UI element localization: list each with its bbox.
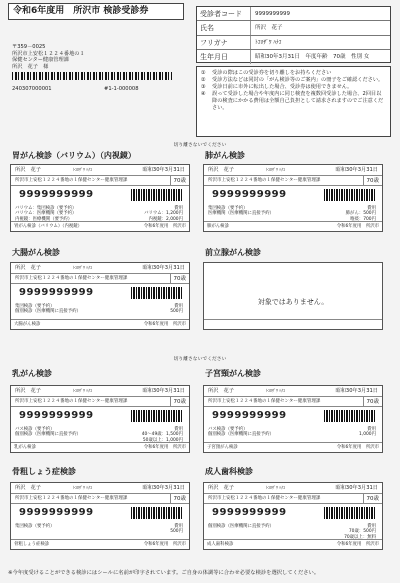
- section-title-dental: 成人歯科検診: [205, 467, 253, 476]
- section-title-stomach: 胃がん検診（バリウム）（内視鏡）: [12, 151, 136, 160]
- note-item: ④ 誤って受診した場合や年度内に同じ検査を複数回受診した場合、2回目以降の検査にかかる費用は全額自己負担として請求されますのでご注意ください。: [201, 90, 384, 111]
- barcode: [131, 287, 183, 299]
- ticket-title: 令和6年度用 所沢市 検診受診券: [8, 3, 184, 20]
- ticket-card-lung: 所沢 花子 ﾄｺﾛｻﾞﾜ ﾊﾅｺ 昭和30年3月31日 所沢市上安松１２２４番地の１保健センター健康管理課 70歳 9999999999 集団検診（要予約） 医療機関（医療機関に直接予約） 費用 肺がん：500円 喀痰：700円 肺がん検診 令和6年度用 所沢市: [203, 164, 383, 232]
- barcode: [324, 410, 376, 422]
- section-title-prostate: 前立腺がん検診: [205, 248, 261, 257]
- mail-code-right: #1-1-000008: [104, 86, 139, 92]
- recipient-code: 9999999999: [212, 410, 287, 421]
- bottom-note: ※今年度受けることができる検診にはシールに名前が印字されています。ご自身の体調等に合わせ必要な検診を選択してください。: [8, 570, 320, 576]
- recipient-code: 9999999999: [19, 189, 94, 200]
- ticket-card-stomach: 所沢 花子 ﾄｺﾛｻﾞﾜ ﾊﾅｺ 昭和30年3月31日 所沢市上安松１２２４番地の１保健センター健康管理課 70歳 9999999999 バリウム：集団検診（要予約） バリウム：医療機関（要予約） 内視鏡：医療機関（要予約） 費用 バリウム：1,200円 内視鏡：2,000円 胃がん検診（バリウム）（内視鏡） 令和6年度用 所沢市: [10, 164, 190, 232]
- cut-line-label: 切り離さないでください: [173, 357, 227, 362]
- address-line-2: 保健センター健康管理課: [12, 57, 69, 64]
- barcode: [131, 189, 183, 201]
- recipient-name: 所沢 花子 様: [12, 63, 49, 70]
- section-title-lung: 肺がん検診: [205, 151, 245, 160]
- barcode: [131, 507, 183, 519]
- barcode: [324, 189, 376, 201]
- mail-code-left: 240307000001: [12, 86, 52, 92]
- recipient-code: 9999999999: [212, 189, 287, 200]
- info-row: フリガナ ﾄｺﾛｻﾞﾜ ﾊﾅｺ: [197, 36, 390, 50]
- ticket-card-colon: 所沢 花子 ﾄｺﾛｻﾞﾜ ﾊﾅｺ 昭和30年3月31日 所沢市上安松１２２４番地の１保健センター健康管理課 70歳 9999999999 集団検診（要予約） 個別検診（医療機関に直接予約） 費用 500円 大腸がん検診 令和6年度用 所沢市: [10, 262, 190, 330]
- barcode: [131, 410, 183, 422]
- address-line-1: 所沢市上安松１２２４番地の１: [12, 50, 85, 57]
- postal-barcode: [12, 72, 172, 80]
- ticket-card-breast: 所沢 花子 ﾄｺﾛｻﾞﾜ ﾊﾅｺ 昭和30年3月31日 所沢市上安松１２２４番地の１保健センター健康管理課 70歳 9999999999 バス検診（要予約） 個別検診（医療機関に直接予約） 費用 40～49歳：1,500円 50歳以上：1,000円 乳がん検診 令和6年度用 所沢市: [10, 385, 190, 453]
- recipient-code: 9999999999: [19, 410, 94, 421]
- recipient-code: 9999999999: [212, 507, 287, 518]
- recipient-code: 9999999999: [19, 507, 94, 518]
- info-row: 生年月日 昭和30年3月31日 年度年齢 70歳 性別 女: [197, 50, 390, 64]
- section-title-breast: 乳がん検診: [12, 369, 52, 378]
- ticket-card-dental: 所沢 花子 ﾄｺﾛｻﾞﾜ ﾊﾅｺ 昭和30年3月31日 所沢市上安松１２２４番地の１保健センター健康管理課 70歳 9999999999 個別検診（医療機関に直接予約） 費用 70歳：500円 70歳以上：無料 成人歯科検診 令和6年度用 所沢市: [203, 482, 383, 550]
- ticket-card-prostate: [203, 262, 383, 330]
- ticket-card-cervical: 所沢 花子 ﾄｺﾛｻﾞﾜ ﾊﾅｺ 昭和30年3月31日 所沢市上安松１２２４番地の１保健センター健康管理課 70歳 9999999999 バス検診（要予約） 個別検診（医療機関に直接予約） 費用 1,000円 子宮頸がん検診 令和6年度用 所沢市: [203, 385, 383, 453]
- postal-code: 〒359－0025: [12, 44, 46, 50]
- section-title-bone: 骨粗しょう症検診: [12, 467, 76, 476]
- barcode: [324, 507, 376, 519]
- ticket-card-bone: 所沢 花子 ﾄｺﾛｻﾞﾜ ﾊﾅｺ 昭和30年3月31日 所沢市上安松１２２４番地の１保健センター健康管理課 70歳 9999999999 集団検診（要予約） 費用 500円 骨粗しょう症検診 令和6年度用 所沢市: [10, 482, 190, 550]
- section-title-colon: 大腸がん検診: [12, 248, 60, 257]
- recipient-info-table: [196, 6, 391, 63]
- section-title-cervical: 子宮頸がん検診: [205, 369, 261, 378]
- info-row: 受診者コード 9999999999: [197, 7, 390, 21]
- not-eligible-message: 対象ではありません。: [257, 298, 329, 306]
- note-item: ① 受診の際はこの受診券を切り離しをお持ちください: [201, 70, 332, 76]
- mailing-address: [12, 44, 85, 70]
- note-item: ② 受診方法などは同封の「がん検診等のご案内」の冊子をご確認ください。: [201, 76, 384, 83]
- cut-line-label: 切り離さないでください: [173, 143, 227, 148]
- note-item: ③ 受診日前に市外に転出した場合、受診券は使用できません。: [201, 83, 353, 90]
- info-row: 氏名 所沢 花子: [197, 21, 390, 35]
- recipient-code: 9999999999: [19, 287, 94, 298]
- notes-box: [196, 66, 391, 137]
